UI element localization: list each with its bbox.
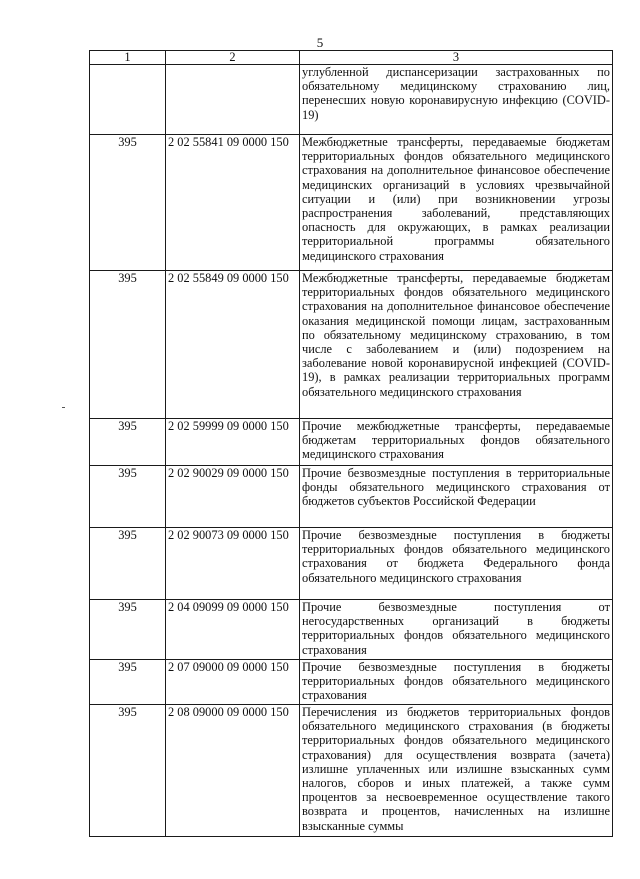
admin-code-cell: 395	[90, 660, 166, 705]
margin-mark	[62, 407, 65, 408]
table-row	[90, 705, 613, 837]
header-col-2: 2	[166, 51, 300, 65]
table-row	[90, 419, 613, 466]
table-row	[90, 65, 613, 135]
budget-classification-table	[89, 50, 613, 837]
header-col-1: 1	[90, 51, 166, 65]
admin-code-cell	[90, 65, 166, 135]
description-cell: Межбюджетные трансферты, передаваемые бюджетам территориальных фондов обязательного медицинского страхования на дополнительное финансовое обеспечение медицинских организаций в условиях чрезвычайной ситуации и (или) при возникновении угрозы распространения заболеваний, представляющих опасность для окружающих, в рамках реализации территориальной программы обязательного медицинского страхования	[300, 135, 613, 271]
budget-code-cell: 2 07 09000 09 0000 150	[166, 660, 300, 705]
admin-code-cell: 395	[90, 528, 166, 600]
description-cell: Прочие межбюджетные трансферты, передаваемые бюджетам территориальных фондов обязательного медицинского страхования	[300, 419, 613, 466]
description-cell: Перечисления из бюджетов территориальных фондов обязательного медицинского страхования (в бюджеты территориальных фондов обязательного медицинского страхования) для осуществления возврата (зачета) излишне уплаченных или излишне взысканных сумм налогов, сборов и иных платежей, а также сумм процентов за несвоевременное осуществление такого возврата и процентов, начисленных на излишне взысканные суммы	[300, 705, 613, 837]
admin-code-cell: 395	[90, 705, 166, 837]
budget-code-cell: 2 02 90073 09 0000 150	[166, 528, 300, 600]
description-cell: Прочие безвозмездные поступления в бюджеты территориальных фондов обязательного медицинского страхования	[300, 660, 613, 705]
budget-code-cell: 2 02 55849 09 0000 150	[166, 271, 300, 419]
table-row	[90, 660, 613, 705]
header-row	[90, 51, 613, 65]
admin-code-cell: 395	[90, 419, 166, 466]
budget-code-cell	[166, 65, 300, 135]
table-row	[90, 600, 613, 660]
budget-code-cell: 2 04 09099 09 0000 150	[166, 600, 300, 660]
description-cell: углубленной диспансеризации застрахованных по обязательному медицинскому страхованию лиц, перенесших новую коронавирусную инфекцию (COVID-19)	[300, 65, 613, 135]
budget-code-cell: 2 02 59999 09 0000 150	[166, 419, 300, 466]
table-row	[90, 135, 613, 271]
budget-code-cell: 2 08 09000 09 0000 150	[166, 705, 300, 837]
header-col-3: 3	[300, 51, 613, 65]
description-cell: Прочие безвозмездные поступления от негосударственных организаций в бюджеты территориальных фондов обязательного медицинского страхования	[300, 600, 613, 660]
table-row	[90, 271, 613, 419]
page-number: 5	[316, 35, 324, 50]
description-cell: Прочие безвозмездные поступления в территориальные фонды обязательного медицинского страхования от бюджетов субъектов Российской Федерации	[300, 466, 613, 528]
budget-code-cell: 2 02 90029 09 0000 150	[166, 466, 300, 528]
admin-code-cell: 395	[90, 600, 166, 660]
admin-code-cell: 395	[90, 135, 166, 271]
admin-code-cell: 395	[90, 271, 166, 419]
description-cell: Прочие безвозмездные поступления в бюджеты территориальных фондов обязательного медицинского страхования от бюджета Федерального фонда обязательного медицинского страхования	[300, 528, 613, 600]
admin-code-cell: 395	[90, 466, 166, 528]
description-cell: Межбюджетные трансферты, передаваемые бюджетам территориальных фондов обязательного медицинского страхования на дополнительное финансовое обеспечение оказания медицинской помощи лицам, застрахованным по обязательному медицинскому страхованию, в том числе с заболеванием и (или) подозрением на заболевание новой коронавирусной инфекцией (COVID-19), в рамках реализации территориальных программ обязательного медицинского страхования	[300, 271, 613, 419]
table-row	[90, 528, 613, 600]
table-row	[90, 466, 613, 528]
budget-code-cell: 2 02 55841 09 0000 150	[166, 135, 300, 271]
